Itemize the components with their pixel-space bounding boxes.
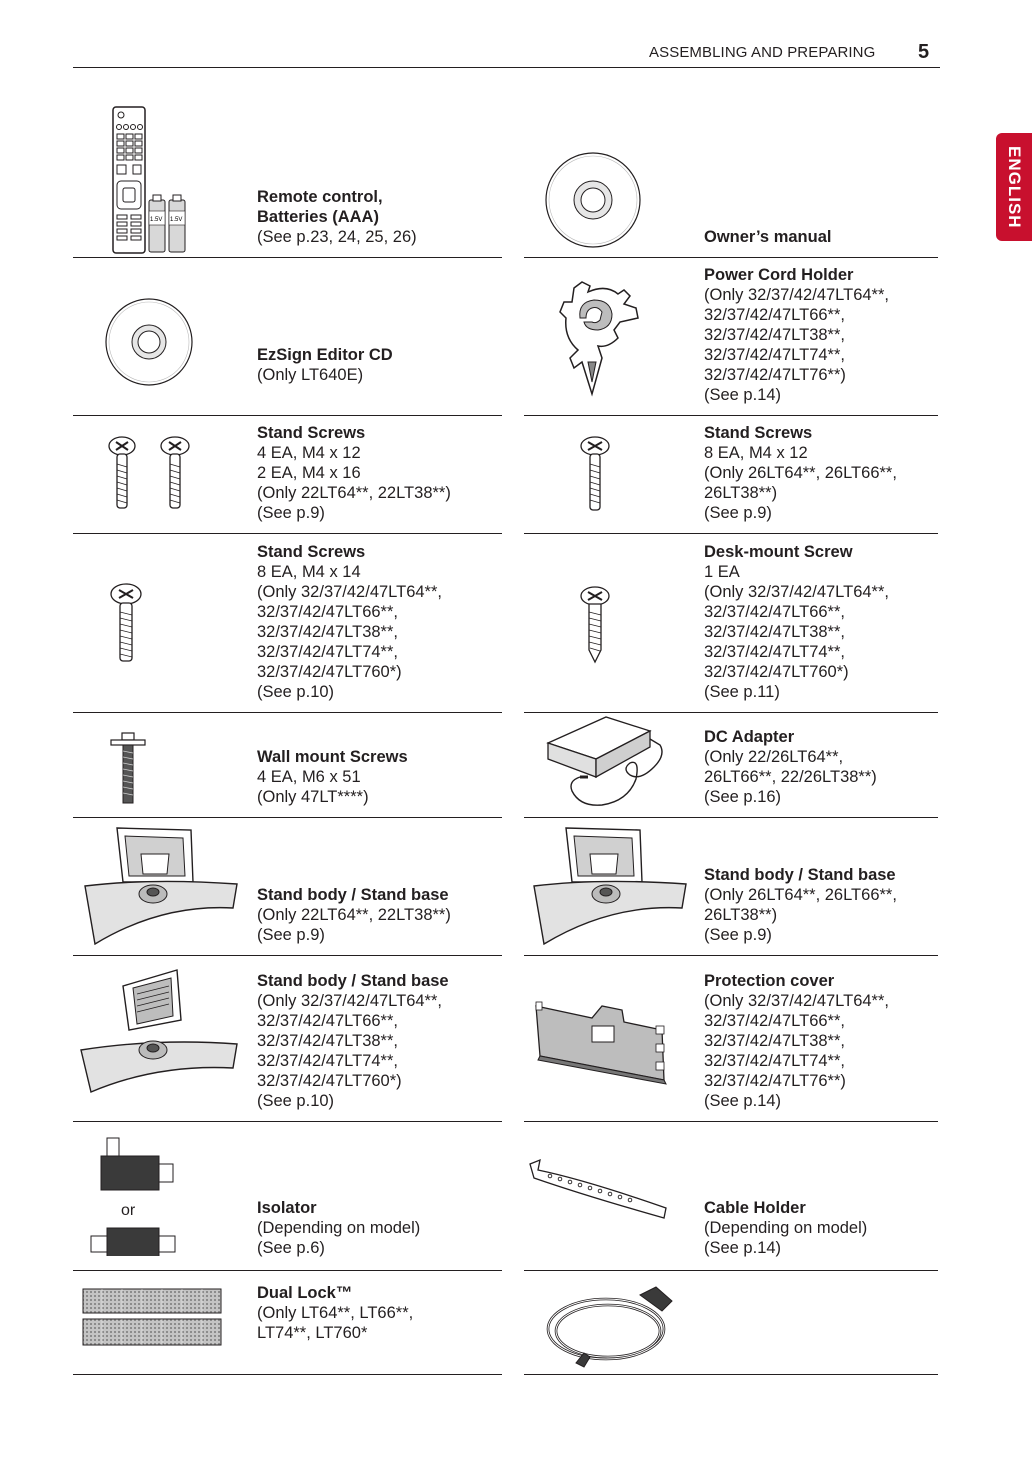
item-cable-holder <box>524 1122 938 1271</box>
item-title: Isolator <box>257 1199 317 1217</box>
two-screws-icon <box>105 434 205 512</box>
item-text <box>704 727 877 807</box>
item-desk-mount-screw <box>524 534 938 713</box>
item-title: Dual Lock™ <box>257 1284 353 1302</box>
item-line: (See p.10) <box>257 1092 335 1110</box>
item-line: (See p.9) <box>257 926 325 944</box>
item-text <box>257 187 417 247</box>
item-line: 32/37/42/47LT74**, <box>704 346 845 364</box>
item-dc-adapter <box>524 713 938 818</box>
item-title: Stand body / Stand base <box>257 972 449 990</box>
item-line: (See p.16) <box>704 788 782 806</box>
stand-body-base-icon <box>81 824 241 948</box>
item-line: 32/37/42/47LT38**, <box>704 1032 845 1050</box>
power-cord-icon <box>544 1283 694 1369</box>
language-tab-label: ENGLISH <box>1005 145 1024 229</box>
cable-holder-icon <box>526 1156 670 1226</box>
dc-adapter-icon <box>544 715 674 815</box>
item-line: 32/37/42/47LT38**, <box>704 326 845 344</box>
item-stand-screws-26 <box>524 416 938 534</box>
item-owners-manual <box>524 95 938 258</box>
item-line: (Only 32/37/42/47LT64**, <box>704 286 889 304</box>
item-line: 2 EA, M4 x 16 <box>257 464 361 482</box>
item-isolator <box>73 1122 502 1271</box>
item-line: 8 EA, M4 x 12 <box>704 444 808 462</box>
item-line: 4 EA, M6 x 51 <box>257 768 361 786</box>
item-text <box>704 227 831 247</box>
item-dual-lock <box>73 1271 502 1375</box>
item-line: (Only 32/37/42/47LT64**, <box>257 992 442 1010</box>
item-text <box>257 542 442 702</box>
item-stand-body-base-22 <box>73 818 502 956</box>
item-line: 32/37/42/47LT38**, <box>257 1032 398 1050</box>
item-text <box>257 1283 413 1343</box>
item-title: Stand Screws <box>704 424 813 442</box>
page-number: 5 <box>918 41 930 63</box>
item-line: (See p.9) <box>704 926 772 944</box>
item-text <box>704 542 889 702</box>
item-stand-screws-large <box>73 534 502 713</box>
item-line: 32/37/42/47LT760*) <box>704 663 849 681</box>
item-remote-control <box>73 95 502 258</box>
item-line: (See p.14) <box>704 1092 782 1110</box>
item-protection-cover <box>524 956 938 1122</box>
remote-control-icon <box>109 105 219 255</box>
item-text <box>704 265 889 405</box>
item-line: 26LT38**) <box>704 906 778 924</box>
row-divider <box>73 1374 502 1375</box>
item-line: (See p.14) <box>704 1239 782 1257</box>
item-line: (See p.9) <box>704 504 772 522</box>
item-line: (See p.11) <box>704 683 780 701</box>
item-line: (Only LT640E) <box>257 366 364 384</box>
cd-icon <box>103 296 195 388</box>
large-stand-icon <box>77 968 241 1094</box>
header-divider <box>73 67 940 68</box>
item-line: (See p.9) <box>257 504 325 522</box>
item-power-cord-holder <box>524 258 938 416</box>
item-line: (Only 32/37/42/47LT64**, <box>257 583 442 601</box>
item-line: (Only 32/37/42/47LT64**, <box>704 583 889 601</box>
item-text <box>257 747 408 807</box>
screw-icon <box>576 434 616 514</box>
item-line: (Only 22/26LT64**, <box>704 748 844 766</box>
item-stand-body-base-large <box>73 956 502 1122</box>
item-line: (Only 22LT64**, 22LT38**) <box>257 906 451 924</box>
item-title: Stand body / Stand base <box>257 886 449 904</box>
cd-icon <box>543 150 643 250</box>
item-line: 32/37/42/47LT66**, <box>704 603 845 621</box>
item-title: Batteries (AAA) <box>257 208 379 226</box>
item-title: Owner’s manual <box>704 228 832 246</box>
desk-mount-screw-icon <box>576 584 616 664</box>
item-ezsign-cd <box>73 258 502 416</box>
item-line: 32/37/42/47LT38**, <box>704 623 845 641</box>
item-line: LT74**, LT760* <box>257 1324 368 1342</box>
item-line: 32/37/42/47LT76**) <box>704 366 846 384</box>
item-power-cord <box>524 1271 938 1375</box>
item-title: Stand body / Stand base <box>704 866 896 884</box>
section-title: ASSEMBLING AND PREPARING <box>649 44 876 61</box>
item-line: (See p.23, 24, 25, 26) <box>257 228 417 246</box>
wall-mount-screw-icon <box>109 731 149 805</box>
dual-lock-icon <box>82 1287 224 1349</box>
item-text <box>257 1198 420 1258</box>
isolator-icon <box>87 1136 187 1256</box>
item-line: 4 EA, M4 x 12 <box>257 444 361 462</box>
item-line: 26LT66**, 22/26LT38**) <box>704 768 877 786</box>
item-line: (Only 26LT64**, 26LT66**, <box>704 464 897 482</box>
item-title: DC Adapter <box>704 728 795 746</box>
item-line: 32/37/42/47LT74**, <box>704 1052 845 1070</box>
item-line: (Only 47LT****) <box>257 788 369 806</box>
item-line: 1 EA <box>704 563 740 581</box>
item-title: Stand Screws <box>257 424 366 442</box>
power-cord-holder-icon <box>558 278 648 398</box>
or-label: or <box>121 1202 136 1219</box>
item-title: Desk-mount Screw <box>704 543 853 561</box>
screw-icon <box>107 582 147 664</box>
battery-label: 1.5V <box>170 217 183 223</box>
protection-cover-icon <box>532 996 672 1086</box>
item-line: (Depending on model) <box>257 1219 421 1237</box>
item-line: (See p.14) <box>704 386 782 404</box>
item-line: 32/37/42/47LT66**, <box>257 1012 398 1030</box>
item-line: 32/37/42/47LT760*) <box>257 1072 402 1090</box>
item-line: (Only 26LT64**, 26LT66**, <box>704 886 897 904</box>
item-line: (Only LT64**, LT66**, <box>257 1304 414 1322</box>
item-text <box>257 423 451 523</box>
battery-label: 1.5V <box>150 217 163 223</box>
item-title: Remote control, <box>257 188 383 206</box>
language-tab <box>996 133 1032 241</box>
item-line: 26LT38**) <box>704 484 778 502</box>
item-stand-body-base-26 <box>524 818 938 956</box>
item-text <box>257 885 451 945</box>
item-text <box>704 865 897 945</box>
item-line: 32/37/42/47LT38**, <box>257 623 398 641</box>
item-text <box>704 1198 867 1258</box>
item-line: (See p.6) <box>257 1239 325 1257</box>
item-text <box>704 971 889 1111</box>
item-title: Cable Holder <box>704 1199 806 1217</box>
item-line: 32/37/42/47LT66**, <box>704 1012 845 1030</box>
item-wall-mount-screws <box>73 713 502 818</box>
item-line: 32/37/42/47LT74**, <box>704 643 845 661</box>
item-line: 32/37/42/47LT66**, <box>704 306 845 324</box>
item-text <box>257 345 393 385</box>
item-line: 32/37/42/47LT66**, <box>257 603 398 621</box>
item-title: Wall mount Screws <box>257 748 408 766</box>
item-text <box>704 423 897 523</box>
item-line: (See p.10) <box>257 683 335 701</box>
stand-body-base-icon <box>530 824 690 948</box>
item-line: (Only 32/37/42/47LT64**, <box>704 992 889 1010</box>
item-stand-screws-22 <box>73 416 502 534</box>
item-line: (Only 22LT64**, 22LT38**) <box>257 484 451 502</box>
item-title: EzSign Editor CD <box>257 346 393 364</box>
item-line: 8 EA, M4 x 14 <box>257 563 361 581</box>
item-line: (Depending on model) <box>704 1219 868 1237</box>
item-title: Stand Screws <box>257 543 366 561</box>
item-title: Protection cover <box>704 972 835 990</box>
item-line: 32/37/42/47LT74**, <box>257 1052 398 1070</box>
item-title: Power Cord Holder <box>704 266 854 284</box>
item-line: 32/37/42/47LT760*) <box>257 663 402 681</box>
item-text <box>257 971 449 1111</box>
item-line: 32/37/42/47LT74**, <box>257 643 398 661</box>
item-line: 32/37/42/47LT76**) <box>704 1072 846 1090</box>
row-divider <box>524 1374 938 1375</box>
